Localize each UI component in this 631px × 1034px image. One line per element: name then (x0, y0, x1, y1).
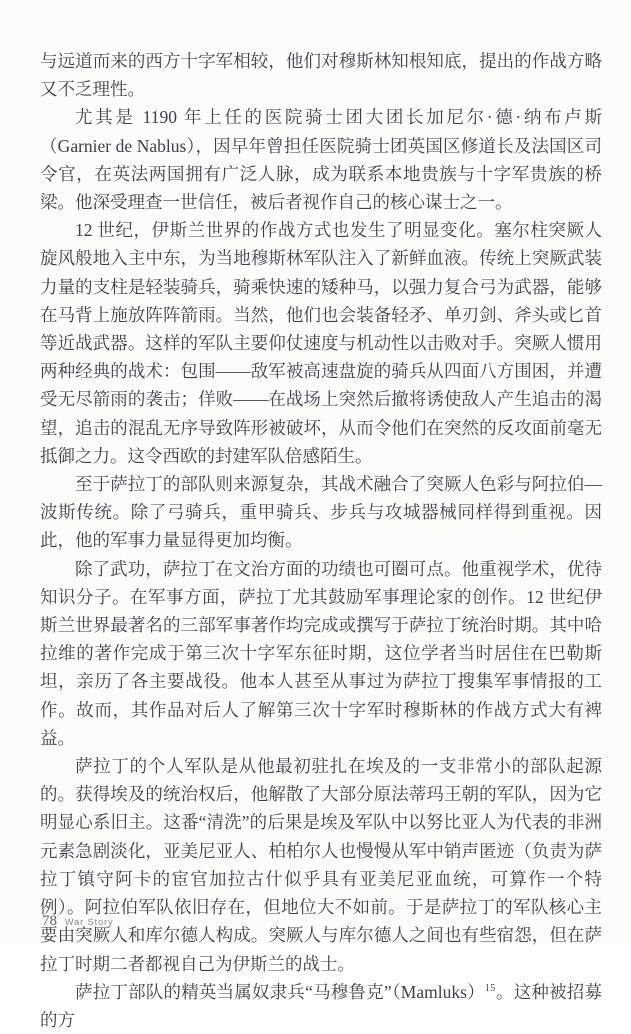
paragraph: 12 世纪，伊斯兰世界的作战方式也发生了明显变化。塞尔柱突厥人旋风般地入主中东，为当地穆斯林军队注入了新鲜血液。传统上突厥武装力量的支柱是轻装骑兵，骑乘快速的矮种马，以强力复合弓为武器，能够在马背上施放阵阵箭雨。当然，他们也会装备轻矛、单刃剑、斧头或匕首等近战武器。这样的军队主要仰仗速度与机动性以击败对手。突厥人惯用两种经典的战术：包围——敌军被高速盘旋的骑兵从四面八方围困，并遭受无尽箭雨的袭击；佯败——在战场上突然后撤将诱使敌人产生追击的渴望，追击的混乱无序导致阵形被破坏，从而令他们在突然的反攻面前毫无抵御之力。这令西欧的封建军队倍感陌生。 (40, 220, 602, 466)
paragraph-continuation: 与远道而来的西方十字军相较，他们对穆斯林知根知底，提出的作战方略又不乏理性。 (40, 51, 602, 100)
page-footer (42, 913, 114, 930)
paragraph: 萨拉丁的个人军队是从他最初驻扎在埃及的一支非常小的部队起源的。获得埃及的统治权后，他解散了大部分原法蒂玛王朝的军队，因为它明显心系旧主。这番“清洗”的后果是埃及军队中以努比亚人为代表的非洲元素急剧淡化，亚美尼亚人、柏柏尔人也慢慢从军中销声匿迹（负责为萨拉丁镇守阿卡的宦官加拉古什似乎具有亚美尼亚血统，可算作一个特例）。阿拉伯军队依旧存在，但地位大不如前。于是萨拉丁的军队核心主要由突厥人和库尔德人构成。突厥人与库尔德人之间也有些宿怨，但在萨拉丁时期二者都视自己为伊斯兰的战士。 (40, 756, 602, 974)
footnote-reference: 15 (484, 982, 496, 994)
running-title: War Story (65, 917, 114, 927)
paragraph-text: 。这种被招募的方 (40, 981, 602, 1030)
article-body (40, 47, 602, 1034)
paragraph: 除了武功，萨拉丁在文治方面的功绩也可圈可点。他重视学术，优待知识分子。在军事方面，萨拉丁尤其鼓励军事理论家的创作。12 世纪伊斯兰世界最著名的三部军事著作均完成或撰写于萨拉丁统治时期。其中哈拉维的著作完成于第三次十字军东征时期，这位学者当时居住在巴勒斯坦，亲历了各主要战役。他本人甚至从事过为萨拉丁搜集军事情报的工作。故而，其作品对后人了解第三次十字军时穆斯林的作战方式大有裨益。 (40, 558, 602, 748)
paragraph: 至于萨拉丁的部队则来源复杂，其战术融合了突厥人色彩与阿拉伯—波斯传统。除了弓骑兵，重甲骑兵、步兵与攻城器械同样得到重视。因此，他的军事力量显得更加均衡。 (40, 474, 602, 551)
page-number: 78 (42, 913, 57, 929)
paragraph-text: 萨拉丁部队的精英当属奴隶兵“马穆鲁克”（Mamluks） (75, 981, 485, 1002)
paragraph: 尤其是 1190 年上任的医院骑士团大团长加尼尔·德·纳布卢斯（Garnier de Nablus），因早年曾担任医院骑士团英国区修道长及法国区司令官，在英法两国拥有广泛人脉，成为联系本地贵族与十字军贵族的桥梁。他深受理查一世信任，被后者视作自己的核心谋士之一。 (40, 107, 602, 213)
paragraph (40, 978, 602, 1034)
